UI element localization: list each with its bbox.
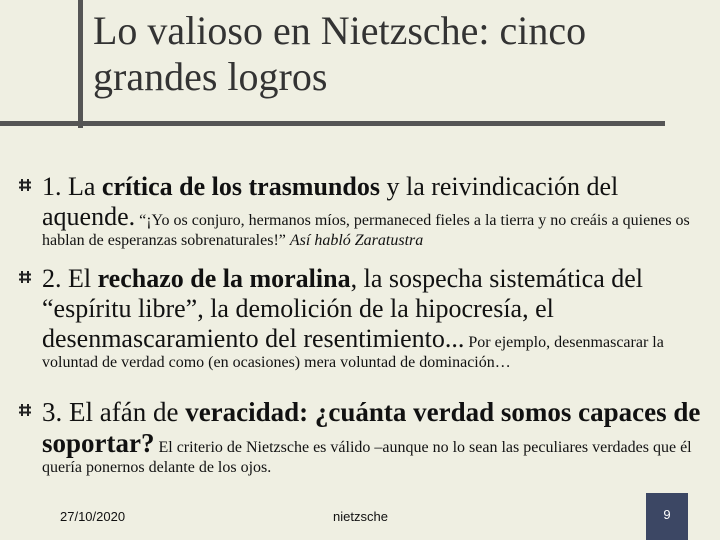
point-3-strong: veracidad: ¿cuánta verdad somos capaces de soportar? bbox=[42, 397, 701, 459]
bullet-hash-icon bbox=[18, 403, 32, 417]
point-1-strong: crítica de los trasmundos bbox=[101, 172, 380, 201]
bullet-hash-icon bbox=[18, 178, 32, 192]
bullet-hash-icon bbox=[18, 270, 32, 284]
footer-topic: nietzsche bbox=[333, 509, 388, 524]
title-vertical-rule bbox=[78, 0, 83, 128]
point-2-note: Por ejemplo, desenmascarar la voluntad de verdad como (en ocasiones) mera voluntad de dominación… bbox=[42, 333, 664, 371]
bullet-point-3 bbox=[42, 397, 714, 477]
point-2-strong: rechazo de la moralina bbox=[97, 264, 351, 293]
footer-date: 27/10/2020 bbox=[60, 509, 126, 524]
point-1-rest: y la reivindicación del aquende. bbox=[42, 172, 619, 231]
point-1-lead: 1. La bbox=[42, 172, 102, 201]
point-3-note: El criterio de Nietzsche es válido –aunque no lo sean las peculiares verdades que él quería ponernos delante de los ojos. bbox=[42, 439, 692, 477]
point-1-note: “¡Yo os conjuro, hermanos míos, permaneced fieles a la tierra y no creáis a quienes os hablan de esperanzas sobrenaturales!” bbox=[42, 211, 690, 249]
slide-title: Lo valioso en Nietzsche: cinco grandes logros bbox=[93, 8, 587, 99]
point-3-lead: 3. El afán de bbox=[42, 397, 186, 427]
title-horizontal-rule bbox=[0, 121, 665, 126]
bullet-point-1 bbox=[42, 172, 714, 250]
point-2-lead: 2. El bbox=[42, 264, 98, 293]
page-number: 9 bbox=[646, 493, 688, 540]
point-1-source: Así habló Zaratustra bbox=[289, 231, 424, 249]
bullet-point-2 bbox=[42, 264, 714, 372]
point-2-rest: , la sospecha sistemática del “espíritu libre”, la demolición de la hipocresía, el desenmascaramiento del resentimiento... bbox=[42, 264, 643, 353]
